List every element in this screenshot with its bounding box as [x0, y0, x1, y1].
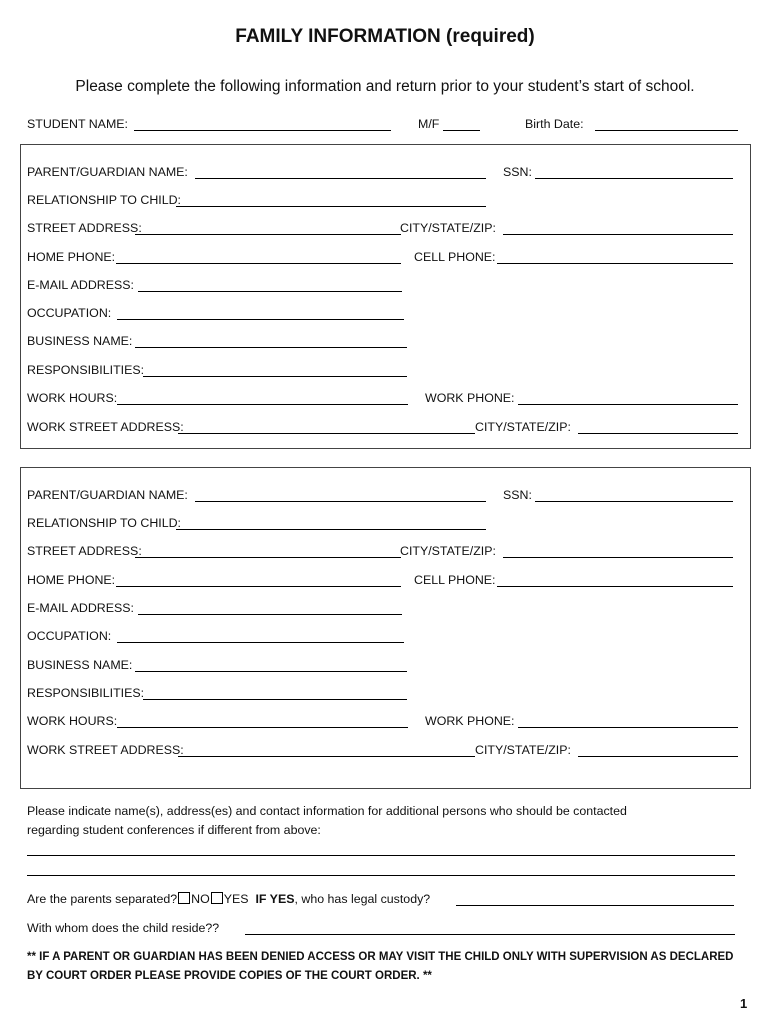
- guardian-2-home-phone-field[interactable]: [116, 586, 401, 587]
- guardian-1-responsibilities-field[interactable]: [143, 376, 407, 377]
- guardian-2-business-field[interactable]: [135, 671, 407, 672]
- additional-contacts-field-2[interactable]: [27, 875, 735, 876]
- guardian-1-work-phone-label: WORK PHONE:: [425, 391, 515, 405]
- guardian-2-email-label: E-MAIL ADDRESS:: [27, 601, 134, 615]
- guardian-2-responsibilities-label: RESPONSIBILITIES:: [27, 686, 145, 700]
- guardian-2-street-label: STREET ADDRESS:: [27, 544, 142, 558]
- guardian-2-name-field[interactable]: [195, 501, 486, 502]
- guardian-1-business-label: BUSINESS NAME:: [27, 334, 133, 348]
- guardian-1-name-label: PARENT/GUARDIAN NAME:: [27, 165, 188, 179]
- guardian-1-relationship-label: RELATIONSHIP TO CHILD:: [27, 193, 182, 207]
- guardian-1-city-label: CITY/STATE/ZIP:: [400, 221, 496, 235]
- intro-text: Please complete the following information and return prior to your student’s start of school.: [75, 78, 695, 95]
- guardian-2-occupation-field[interactable]: [117, 642, 404, 643]
- guardian-2-work-phone-field[interactable]: [518, 727, 738, 728]
- custody-question: , who has legal custody?: [294, 892, 431, 906]
- separated-question: Are the parents separated?: [27, 892, 178, 906]
- yes-label: YES: [223, 892, 249, 906]
- guardian-1-relationship-field[interactable]: [176, 206, 486, 207]
- guardian-1-street-field[interactable]: [135, 234, 401, 235]
- court-order-notice: [27, 948, 757, 986]
- guardian-1-home-phone-label: HOME PHONE:: [27, 250, 116, 264]
- birth-date-label: Birth Date:: [525, 117, 584, 131]
- guardian-2-cell-phone-label: CELL PHONE:: [414, 573, 496, 587]
- additional-contacts-line-2: regarding student conferences if different from above:: [27, 823, 321, 837]
- custody-row: [27, 891, 430, 907]
- additional-contacts-field-1[interactable]: [27, 855, 735, 856]
- guardian-2-city-field[interactable]: [503, 557, 733, 558]
- reside-label: With whom does the child reside??: [27, 921, 220, 935]
- court-order-notice-line-1: ** IF A PARENT OR GUARDIAN HAS BEEN DENIED ACCESS OR MAY VISIT THE CHILD ONLY WITH SUPERVISION AS DECLARED: [27, 951, 734, 963]
- no-label: NO: [191, 892, 210, 906]
- guardian-2-work-phone-label: WORK PHONE:: [425, 714, 515, 728]
- guardian-1-responsibilities-label: RESPONSIBILITIES:: [27, 363, 145, 377]
- no-checkbox[interactable]: [178, 892, 190, 904]
- guardian-1-occupation-label: OCCUPATION:: [27, 306, 112, 320]
- guardian-1-email-field[interactable]: [138, 291, 402, 292]
- yes-checkbox[interactable]: [211, 892, 223, 904]
- guardian-1-cell-phone-field[interactable]: [497, 263, 733, 264]
- student-name-label: STUDENT NAME:: [27, 117, 128, 131]
- guardian-2-street-field[interactable]: [135, 557, 401, 558]
- guardian-1-cell-phone-label: CELL PHONE:: [414, 250, 496, 264]
- guardian-2-ssn-field[interactable]: [535, 501, 733, 502]
- guardian-2-home-phone-label: HOME PHONE:: [27, 573, 116, 587]
- guardian-1-ssn-field[interactable]: [535, 178, 733, 179]
- guardian-2-email-field[interactable]: [138, 614, 402, 615]
- sex-field[interactable]: [443, 130, 480, 131]
- guardian-1-work-hours-label: WORK HOURS:: [27, 391, 118, 405]
- birth-date-field[interactable]: [595, 130, 738, 131]
- guardian-2-responsibilities-field[interactable]: [143, 699, 407, 700]
- guardian-2-relationship-label: RELATIONSHIP TO CHILD:: [27, 516, 182, 530]
- guardian-1-business-field[interactable]: [135, 347, 407, 348]
- guardian-1-work-hours-field[interactable]: [117, 404, 408, 405]
- guardian-1-work-phone-field[interactable]: [518, 404, 738, 405]
- guardian-1-home-phone-field[interactable]: [116, 263, 401, 264]
- guardian-2-name-label: PARENT/GUARDIAN NAME:: [27, 488, 188, 502]
- page-title: FAMILY INFORMATION (required): [235, 26, 535, 47]
- student-name-field[interactable]: [134, 130, 391, 131]
- additional-contacts-line-1: Please indicate name(s), address(es) and contact information for additional persons who should be contacted: [27, 804, 627, 818]
- guardian-1-email-label: E-MAIL ADDRESS:: [27, 278, 134, 292]
- guardian-2-work-hours-field[interactable]: [117, 727, 408, 728]
- guardian-1-occupation-field[interactable]: [117, 319, 404, 320]
- if-yes-label: IF YES: [255, 892, 295, 906]
- guardian-1-work-city-field[interactable]: [578, 433, 738, 434]
- guardian-2-occupation-label: OCCUPATION:: [27, 629, 112, 643]
- sex-label: M/F: [418, 117, 440, 131]
- guardian-2-work-street-label: WORK STREET ADDRESS:: [27, 743, 184, 757]
- additional-contacts-instructions: [27, 802, 747, 840]
- guardian-1-work-street-field[interactable]: [178, 433, 475, 434]
- guardian-2-work-street-field[interactable]: [178, 756, 475, 757]
- page-number: 1: [740, 996, 748, 1011]
- guardian-2-work-city-label: CITY/STATE/ZIP:: [475, 743, 571, 757]
- guardian-2-city-label: CITY/STATE/ZIP:: [400, 544, 496, 558]
- guardian-2-cell-phone-field[interactable]: [497, 586, 733, 587]
- guardian-2-work-city-field[interactable]: [578, 756, 738, 757]
- guardian-2-ssn-label: SSN:: [503, 488, 532, 502]
- guardian-1-ssn-label: SSN:: [503, 165, 532, 179]
- reside-field[interactable]: [245, 934, 735, 935]
- guardian-1-city-field[interactable]: [503, 234, 733, 235]
- legal-custody-field[interactable]: [456, 905, 734, 906]
- guardian-1-work-street-label: WORK STREET ADDRESS:: [27, 420, 184, 434]
- guardian-2-relationship-field[interactable]: [176, 529, 486, 530]
- guardian-1-street-label: STREET ADDRESS:: [27, 221, 142, 235]
- guardian-2-work-hours-label: WORK HOURS:: [27, 714, 118, 728]
- court-order-notice-line-2: BY COURT ORDER PLEASE PROVIDE COPIES OF THE COURT ORDER. **: [27, 970, 432, 982]
- guardian-1-name-field[interactable]: [195, 178, 486, 179]
- guardian-2-business-label: BUSINESS NAME:: [27, 658, 133, 672]
- guardian-1-work-city-label: CITY/STATE/ZIP:: [475, 420, 571, 434]
